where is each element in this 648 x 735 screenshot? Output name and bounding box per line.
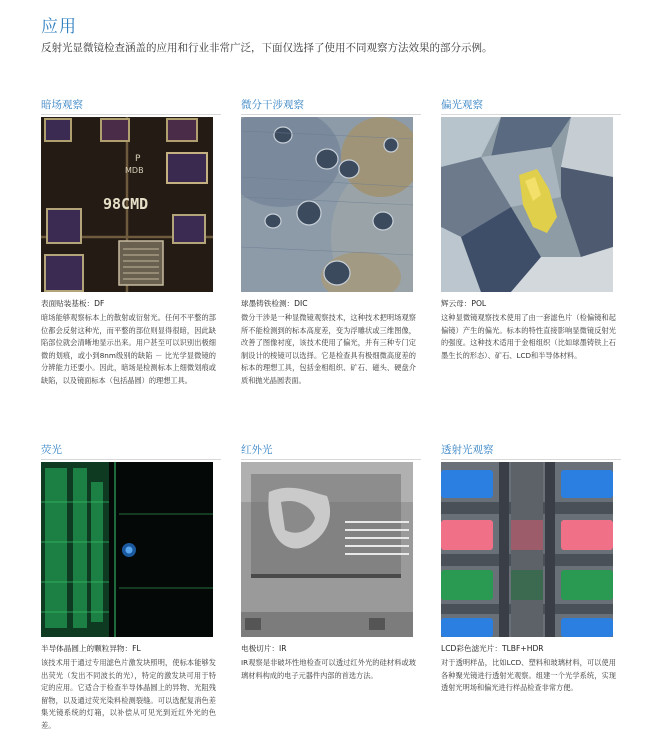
section-description: 暗场能够观察标本上的散射或衍射光。任何不平整的部位都会反射这种光，而平整的部位则显得很暗，因此缺陷部位就会清晰地显示出来。用户甚至可以识别出极细微的划痕，或小到8nm级别的缺陷 － 比光学显微镜的分辨能力还要小。因此，暗场是检测标本上细微划痕或缺陷，以及镜面标本（包括晶圆）的理想工具。: [41, 313, 216, 385]
section-transmitted: [441, 442, 621, 695]
image-caption: 辉云母：POL: [441, 299, 487, 308]
image-caption: LCD彩色滤光片：TLBF+HDR: [441, 644, 544, 653]
image-caption: 球墨铸铁检测：DIC: [241, 299, 308, 308]
section-dic: [241, 97, 421, 388]
fluorescence-image: [41, 462, 213, 637]
section-infrared: [241, 442, 421, 682]
page-title: 应用: [41, 17, 77, 37]
chip-label-main: 98CMD: [103, 195, 149, 213]
section-heading: 荧光: [41, 442, 221, 460]
polarized-image: [441, 117, 613, 292]
section-description: 该技术用于通过专用滤色片激发块照明，使标本能够发出荧光（发出不同波长的光），特定的激发块可用于特定的应用。它适合于检查半导体晶圆上的异物、光阻残留物，以及通过荧光染料检测裂缝。可以选配复消色差集光镜系统的灯箱，以补偿从可见光到近红外光的色差。: [41, 658, 216, 730]
transmitted-image: [441, 462, 613, 637]
section-description: 微分干涉是一种显微镜观察技术，这种技术把明场观察所不能检测到的标本高度差，变为浮雕状或三维图像，改善了图像衬度，该技术使用了偏光，并有三种专门定制设计的棱镜可以选择。它是检查具有极细微高度差的标本的理想工具，包括金相组织、矿石、磁头、硬盘介质和抛光晶圆表面。: [241, 313, 416, 385]
chip-label-p: P: [135, 154, 141, 164]
image-caption: 半导体晶圆上的颗粒异物：FL: [41, 644, 141, 653]
section-description: 对于透明样品，比如LCD、塑料和玻璃材料，可以使用各种聚光镜进行透射光观察。组建一个光学系统，实现透射光明场和偏光进行样品检查非常方便。: [441, 658, 616, 693]
intro-text: 反射光显微镜检查涵盖的应用和行业非常广泛，下面仅选择了使用不同观察方法效果的部分示例。: [41, 42, 493, 54]
section-heading: 暗场观察: [41, 97, 221, 115]
section-description: 这种显微镜观察技术使用了由一套滤色片（检偏镜和起偏镜）产生的偏光。标本的特性直接影响显微镜反射光的强度。这种技术适用于金相组织（比如球墨铸铁上石墨生长的形态）、矿石、LCD和半导体材料。: [441, 313, 616, 360]
dic-image: [241, 117, 413, 292]
section-darkfield: [41, 97, 221, 388]
image-caption: 表面贴装基板：DF: [41, 299, 105, 308]
darkfield-image: [41, 117, 213, 292]
section-heading: 透射光观察: [441, 442, 621, 460]
section-polarized: [441, 97, 621, 362]
section-heading: 红外光: [241, 442, 421, 460]
section-fluorescence: [41, 442, 221, 733]
infrared-image: [241, 462, 413, 637]
image-caption: 电极切片：IR: [241, 644, 287, 653]
section-heading: 微分干涉观察: [241, 97, 421, 115]
chip-label-mdb: MDB: [125, 166, 144, 175]
section-description: IR观察是非破坏性地检查可以透过红外光的硅材料或玻璃材料构成的电子元器件内部的首选方法。: [241, 658, 416, 680]
section-heading: 偏光观察: [441, 97, 621, 115]
